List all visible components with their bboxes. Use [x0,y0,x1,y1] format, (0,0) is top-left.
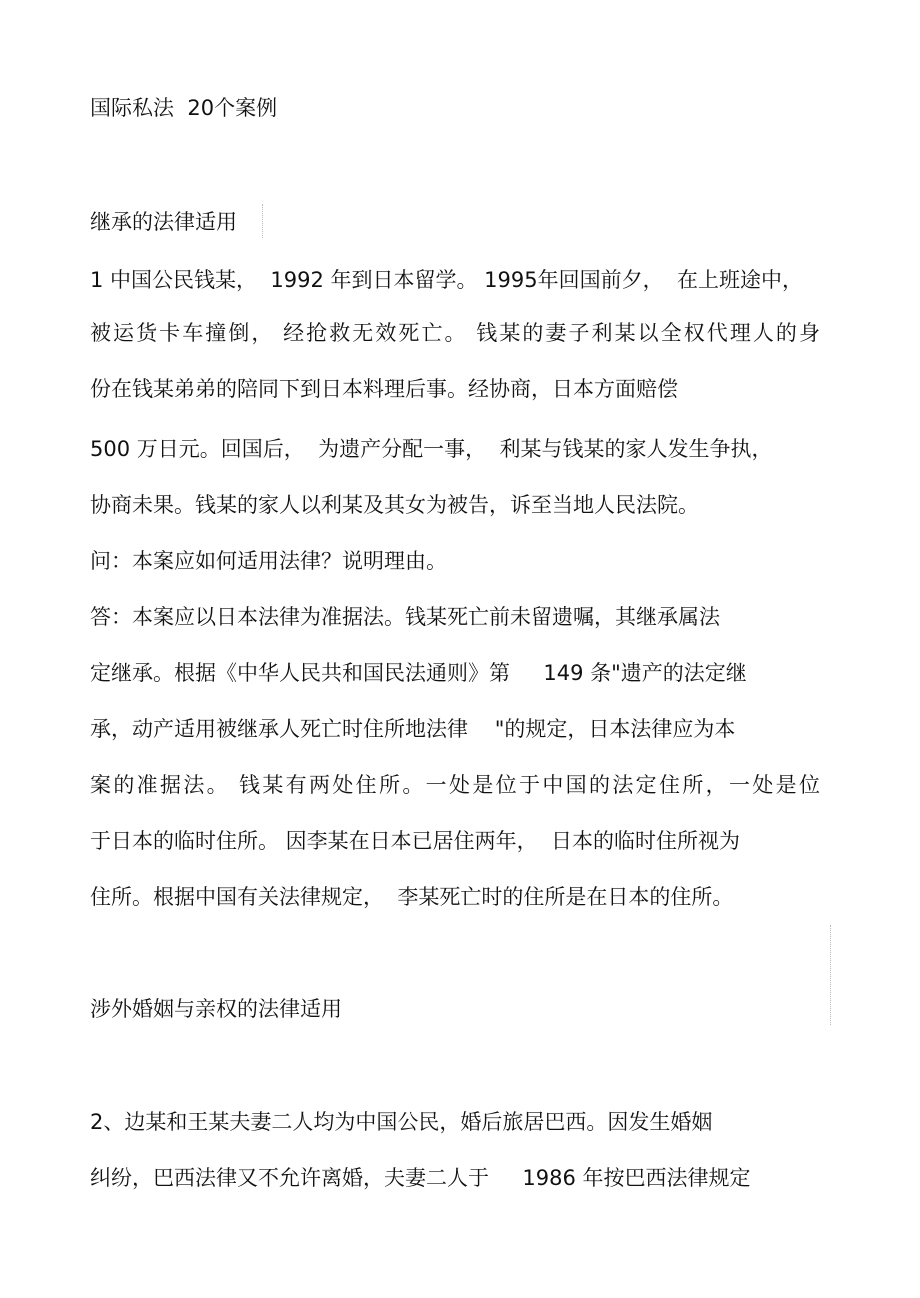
answer-line: 案的准据法。 钱某有两处住所。一处是位于中国的法定住所，一处是位 [90,773,820,797]
dotted-divider [830,925,831,1025]
paragraph-line: 协商未果。钱某的家人以利某及其女为被告，诉至当地人民法院。 [90,493,699,517]
paragraph-line: 纠纷，巴西法律又不允许离婚，夫妻二人于 1986 年按巴西法律规定 [90,1166,751,1190]
dotted-divider [262,204,263,238]
paragraph-line: 份在钱某弟弟的陪同下到日本料理后事。经协商，日本方面赔偿 [90,377,678,401]
paragraph-line: 1 中国公民钱某， 1992 年到日本留学。 1995年回国前夕， 在上班途中， [90,268,803,292]
paragraph-line: 500 万日元。回国后， 为遗产分配一事， 利某与钱某的家人发生争执， [90,437,773,461]
answer-line: 承，动产适用被继承人死亡时住所地法律 "的规定，日本法律应为本 [90,717,736,741]
answer-line: 住所。根据中国有关法律规定， 李某死亡时的住所是在日本的住所。 [90,885,734,909]
question-line: 问：本案应如何适用法律？说明理由。 [90,549,447,573]
paragraph-line: 2、边某和王某夫妻二人均为中国公民，婚后旅居巴西。因发生婚姻 [90,1110,713,1134]
section-heading-marriage: 涉外婚姻与亲权的法律适用 [90,997,342,1021]
paragraph-line: 被运货卡车撞倒， 经抢救无效死亡。 钱某的妻子利某以全权代理人的身 [90,321,820,345]
answer-line: 定继承。根据《中华人民共和国民法通则》第 149 条"遗产的法定继 [90,661,747,685]
section-heading-inheritance: 继承的法律适用 [90,210,237,234]
answer-line: 答：本案应以日本法律为准据法。钱某死亡前未留遗嘱，其继承属法 [90,605,720,629]
answer-line: 于日本的临时住所。 因李某在日本已居住两年， 日本的临时住所视为 [90,829,741,853]
document-title: 国际私法 20个案例 [90,96,278,120]
